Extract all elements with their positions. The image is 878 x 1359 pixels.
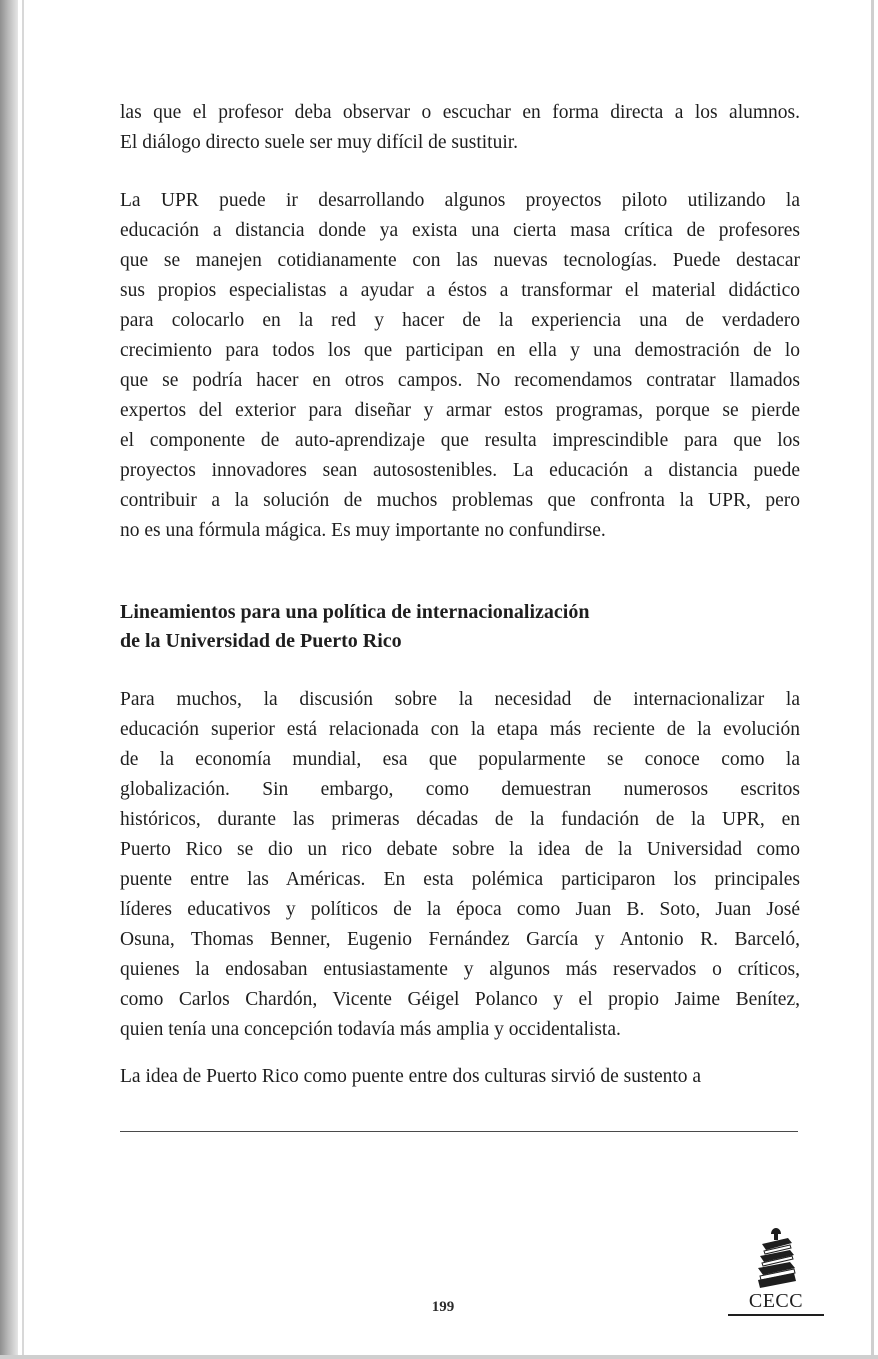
paragraph-line: crecimiento para todos los que participan en ella y una demostración de lo (120, 340, 800, 361)
paragraph-line: como Carlos Chardón, Vicente Géigel Polanco y el propio Jaime Benítez, (120, 989, 800, 1010)
paragraph-line: Osuna, Thomas Benner, Eugenio Fernández García y Antonio R. Barceló, (120, 929, 800, 950)
cecc-logo (728, 1226, 824, 1320)
paragraph-line: educación a distancia donde ya exista una cierta masa crítica de profesores (120, 220, 800, 241)
section-heading-line-1: Lineamientos para una política de internacionalización (120, 601, 590, 623)
page-edge-line-left (22, 0, 24, 1359)
book-stack-icon (752, 1226, 800, 1288)
paragraph-line: quienes la endosaban entusiastamente y algunos más reservados o críticos, (120, 959, 800, 980)
paragraph-1 (120, 98, 800, 158)
section-heading (120, 598, 800, 656)
paragraph-line: las que el profesor deba observar o escuchar en forma directa a los alumnos. (120, 102, 800, 123)
section-heading-line-2: de la Universidad de Puerto Rico (120, 630, 402, 652)
page-edge-bottom (0, 1355, 878, 1359)
paragraph-line: educación superior está relacionada con la etapa más reciente de la evolución (120, 719, 800, 740)
paragraph-line: sus propios especialistas a ayudar a éstos a transformar el material didáctico (120, 280, 800, 301)
footnote-divider (120, 1131, 798, 1132)
paragraph-line: contribuir a la solución de muchos problemas que confronta la UPR, pero (120, 490, 800, 511)
paragraph-line: Para muchos, la discusión sobre la necesidad de internacionalizar la (120, 689, 800, 710)
paragraph-4 (120, 1062, 800, 1092)
paragraph-line: que se manejen cotidianamente con las nuevas tecnologías. Puede destacar (120, 250, 800, 271)
paragraph-3 (120, 685, 800, 1045)
paragraph-line: para colocarlo en la red y hacer de la experiencia una de verdadero (120, 310, 800, 331)
page-number: 199 (431, 1299, 455, 1315)
paragraph-line: globalización. Sin embargo, como demuestran numerosos escritos (120, 779, 800, 800)
paragraph-line: que se podría hacer en otros campos. No recomendamos contratar llamados (120, 370, 800, 391)
paragraph-line: La idea de Puerto Rico como puente entre dos culturas sirvió de sustento a (120, 1066, 702, 1087)
paragraph-line: proyectos innovadores sean autosostenibles. La educación a distancia puede (120, 460, 800, 481)
page-edge-left (0, 0, 18, 1359)
page-edge-right (871, 0, 874, 1359)
paragraph-line: de la economía mundial, esa que popularmente se conoce como la (120, 749, 800, 770)
paragraph-line: expertos del exterior para diseñar y armar estos programas, porque se pierde (120, 400, 800, 421)
paragraph-line: puente entre las Américas. En esta polémica participaron los principales (120, 869, 800, 890)
paragraph-line: Puerto Rico se dio un rico debate sobre la idea de la Universidad como (120, 839, 800, 860)
logo-text: CECC (748, 1290, 804, 1312)
paragraph-line: históricos, durante las primeras décadas de la fundación de la UPR, en (120, 809, 800, 830)
paragraph-line: La UPR puede ir desarrollando algunos proyectos piloto utilizando la (120, 190, 800, 211)
paragraph-2 (120, 186, 800, 546)
paragraph-line: El diálogo directo suele ser muy difícil de sustituir. (120, 132, 519, 153)
logo-underline (728, 1314, 824, 1316)
paragraph-line: no es una fórmula mágica. Es muy importante no confundirse. (120, 520, 606, 541)
paragraph-line: líderes educativos y políticos de la época como Juan B. Soto, Juan José (120, 899, 800, 920)
paragraph-line: el componente de auto-aprendizaje que resulta imprescindible para que los (120, 430, 800, 451)
paragraph-line: quien tenía una concepción todavía más amplia y occidentalista. (120, 1019, 621, 1040)
